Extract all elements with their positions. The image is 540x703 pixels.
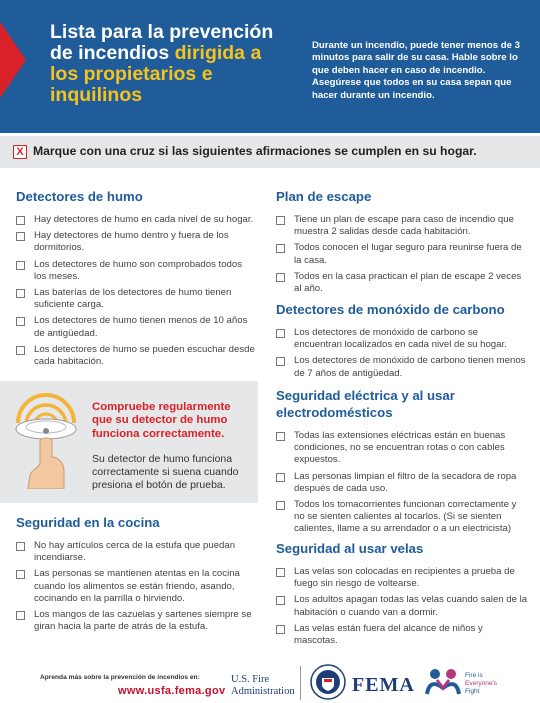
intro-text: Durante un incendio, puede tener menos de 3 minutos para salir de su casa. Hable sobre lo que deben hacer en caso de incendio. Asegúrese que todos en su casa sepan que hacer durante un incendio. bbox=[312, 40, 520, 101]
checkbox[interactable] bbox=[276, 273, 285, 282]
checklist-item bbox=[16, 609, 256, 633]
section-title-escape: Plan de escape bbox=[276, 189, 372, 204]
checklist-item bbox=[16, 230, 256, 254]
checkbox[interactable] bbox=[276, 568, 285, 577]
checkbox[interactable] bbox=[276, 432, 285, 441]
dhs-seal-icon bbox=[310, 664, 346, 700]
checkbox[interactable] bbox=[16, 317, 25, 326]
checklist-item-text: Las personas limpian el filtro de la secadora de ropa después de cada uso. bbox=[294, 470, 517, 494]
checklist-item-text: Todos en la casa practican el plan de escape 2 veces al año. bbox=[294, 270, 522, 295]
checklist-item bbox=[16, 344, 256, 368]
checklist-item bbox=[276, 594, 528, 618]
checklist-item-text: Los mangos de las cazuelas y sartenes siempre se giran hacia la parte de atrás de la estufa. bbox=[34, 609, 252, 633]
everyone-line1: Fire is bbox=[465, 672, 483, 679]
everyone-line2: Everyone's bbox=[465, 680, 497, 687]
usfa-logo bbox=[231, 674, 295, 698]
checklist-item bbox=[276, 271, 528, 295]
usfa-link[interactable]: www.usfa.fema.gov bbox=[118, 685, 226, 697]
checklist-item bbox=[16, 315, 256, 339]
footer bbox=[0, 660, 540, 703]
usfa-logo-line2: Administration bbox=[231, 686, 295, 697]
checklist-item-text: Todos los tomacorrientes funcionan correctamente y no se sienten calientes al tocarlos. (Si se sienten calientes, llame a su arrendador o a un electricista) bbox=[294, 499, 517, 535]
checkbox[interactable] bbox=[276, 357, 285, 366]
checkbox[interactable] bbox=[276, 596, 285, 605]
checkbox[interactable] bbox=[16, 542, 25, 551]
checklist-item bbox=[276, 327, 528, 351]
checklist-item bbox=[16, 287, 256, 311]
checkbox[interactable] bbox=[16, 346, 25, 355]
checklist-monoxido bbox=[276, 327, 528, 380]
section-title-humo: Detectores de humo bbox=[16, 189, 143, 204]
checklist-item-text: Los detectores de monóxido de carbono se encuentran localizados en cada nivel de su hogar. bbox=[294, 327, 507, 351]
section-title-velas: Seguridad al usar velas bbox=[276, 541, 424, 556]
checkbox[interactable] bbox=[16, 261, 25, 270]
checklist-item bbox=[276, 499, 528, 536]
usfa-logo-line1: U.S. Fire bbox=[231, 674, 270, 685]
checklist-escape bbox=[276, 214, 528, 295]
footer-divider bbox=[300, 666, 301, 700]
section-title-monoxido: Detectores de monóxido de carbono bbox=[276, 302, 505, 317]
checklist-item bbox=[16, 259, 256, 283]
checklist-item-text: Tiene un plan de escape para caso de incendio que muestra 2 salidas desde cada habitación. bbox=[294, 214, 514, 238]
everyone-line3: Fight bbox=[465, 688, 480, 695]
section-velas bbox=[276, 540, 528, 651]
header-banner bbox=[0, 0, 540, 133]
checklist-item-text: Los adultos apagan todas las velas cuando salen de la habitación o cuando van a dormir. bbox=[294, 594, 528, 618]
checklist-humo bbox=[16, 214, 256, 368]
learn-more-text: Aprenda más sobre la prevención de incendios en: bbox=[40, 674, 200, 681]
checklist-cocina bbox=[16, 540, 256, 633]
checklist-item-text: No hay artículos cerca de la estufa que puedan incendiarse. bbox=[34, 540, 236, 564]
page-title bbox=[50, 22, 290, 106]
checkbox[interactable] bbox=[16, 216, 25, 225]
checklist-item-text: Los detectores de humo son comprobados todos los meses. bbox=[34, 258, 242, 282]
section-escape bbox=[276, 188, 528, 299]
checkbox[interactable] bbox=[16, 570, 25, 579]
checkbox[interactable] bbox=[16, 611, 25, 620]
checklist-item bbox=[276, 430, 528, 467]
instruction-bar bbox=[0, 136, 540, 168]
checklist-item-text: Las velas son colocadas en recipientes a prueba de fuego sin riesgo de voltearse. bbox=[294, 566, 515, 590]
checklist-item-text: Las baterías de los detectores de humo tienen suficiente carga. bbox=[34, 287, 232, 311]
red-chevron-icon bbox=[0, 22, 26, 98]
checklist-velas bbox=[276, 566, 528, 647]
checklist-item bbox=[16, 214, 256, 226]
smoke-alarm-hand-icon bbox=[12, 393, 80, 489]
checklist-item-text: Los detectores de humo se pueden escuchar desde cada habitación. bbox=[34, 343, 255, 368]
title-text: Lista para la prevención de incendios bbox=[50, 21, 274, 64]
fema-logo: FEMA bbox=[352, 674, 415, 696]
checkbox[interactable] bbox=[276, 625, 285, 634]
section-title-cocina: Seguridad en la cocina bbox=[16, 515, 160, 530]
checkbox[interactable] bbox=[16, 289, 25, 298]
section-humo bbox=[16, 188, 256, 372]
checklist-item-text: Los detectores de humo tienen menos de 10 años de antigüedad. bbox=[34, 315, 248, 339]
checklist-electrica bbox=[276, 430, 528, 536]
callout-box bbox=[0, 381, 258, 503]
callout-body: Su detector de humo funciona correctamente si suena cuando presiona el botón de prueba. bbox=[92, 453, 239, 491]
checklist-item-text: Las velas están fuera del alcance de niños y mascotas. bbox=[294, 622, 483, 647]
checklist-item bbox=[16, 540, 256, 564]
title-highlight: dirigida a los propietarios e inquilinos bbox=[50, 42, 262, 106]
instruction-text: Marque con una cruz si las siguientes afirmaciones se cumplen en su hogar. bbox=[33, 144, 477, 158]
checklist-item-text: Todos conocen el lugar seguro para reunirse fuera de la casa. bbox=[294, 242, 522, 266]
checkbox[interactable] bbox=[276, 329, 285, 338]
section-electrica bbox=[276, 387, 528, 540]
checklist-item bbox=[16, 568, 256, 605]
callout-heading: Compruebe regularmente que su detector de humo funciona correctamente. bbox=[92, 401, 231, 440]
checklist-item bbox=[276, 471, 528, 495]
section-monoxido bbox=[276, 301, 528, 384]
checkbox[interactable] bbox=[276, 473, 285, 482]
checklist-item bbox=[276, 214, 528, 238]
section-title-electrica: Seguridad eléctrica y al usar electrodomésticos bbox=[276, 388, 455, 420]
x-checkbox-icon: X bbox=[13, 145, 27, 159]
checklist-item bbox=[276, 566, 528, 590]
section-cocina bbox=[16, 514, 256, 637]
checkbox[interactable] bbox=[276, 244, 285, 253]
fire-is-everyones-fight-logo bbox=[425, 664, 509, 700]
checkbox[interactable] bbox=[16, 232, 25, 241]
checklist-item-text: Los detectores de monóxido de carbono tienen menos de 7 años de antigüedad. bbox=[294, 355, 526, 379]
checklist-item bbox=[276, 623, 528, 647]
checklist-item-text: Hay detectores de humo en cada nivel de su hogar. bbox=[34, 214, 254, 225]
checkbox[interactable] bbox=[276, 216, 285, 225]
checklist-item bbox=[276, 242, 528, 266]
checklist-item-text: Hay detectores de humo dentro y fuera de los dormitorios. bbox=[34, 230, 229, 254]
checkbox[interactable] bbox=[276, 501, 285, 510]
checklist-item-text: Todas las extensiones eléctricas están en buenas condiciones, no se encuentran rotas o con cables expuestos. bbox=[294, 430, 506, 466]
checklist-item-text: Las personas se mantienen atentas en la cocina cuando los alimentos se están friendo, asando, cocinando en la parrilla o hirviendo. bbox=[34, 568, 240, 604]
checklist-item bbox=[276, 355, 528, 379]
